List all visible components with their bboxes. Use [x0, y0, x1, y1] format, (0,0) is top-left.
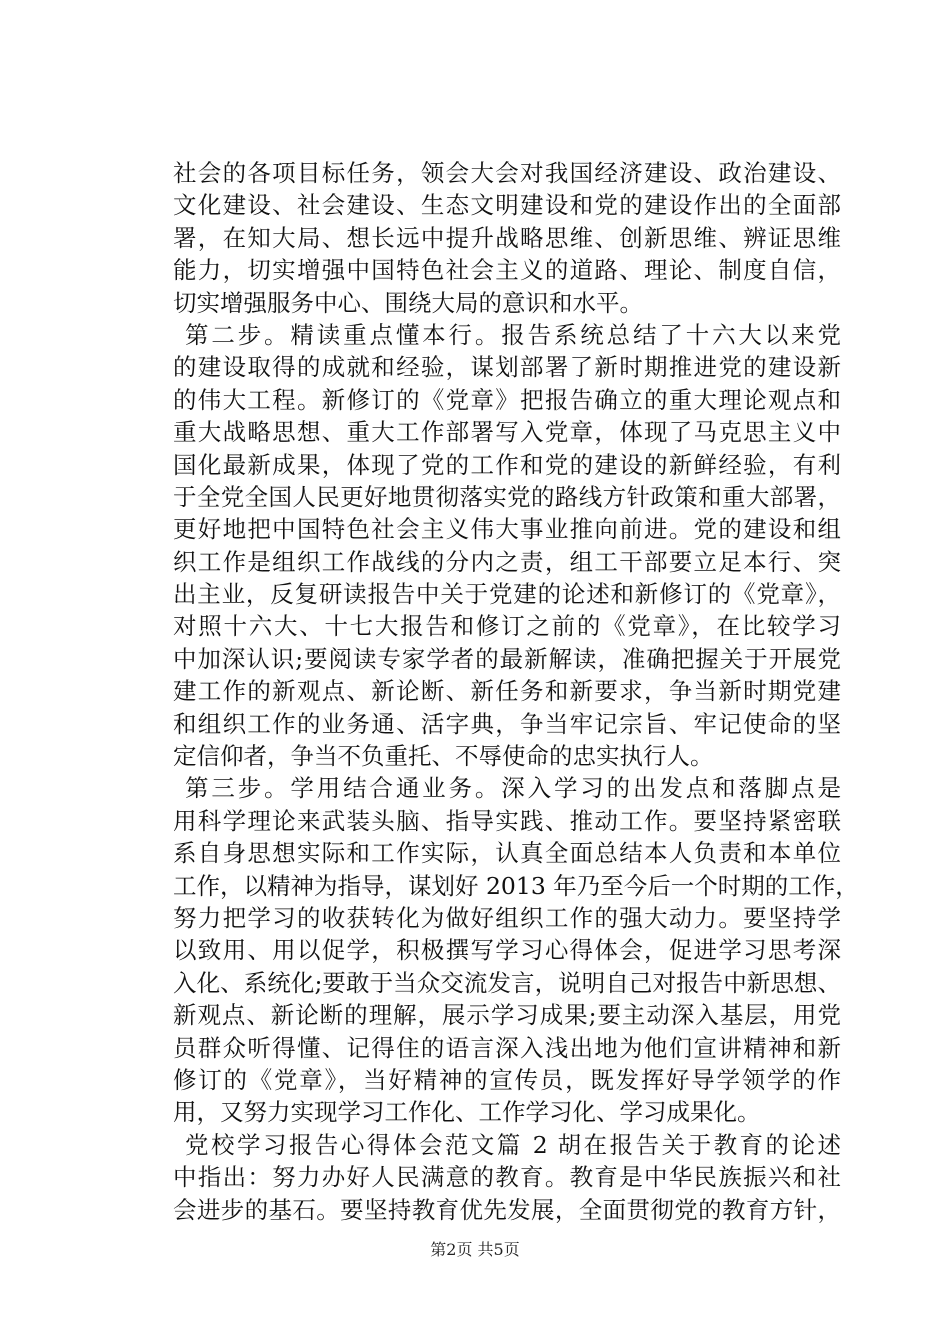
text-line: 社会的各项目标任务，领会大会对我国经济建设、政治建设、	[173, 159, 841, 187]
text-line: 入化、系统化;要敢于当众交流发言，说明自己对报告中新思想、	[173, 968, 841, 997]
text-line: 以致用、用以促学，积极撰写学习心得体会，促进学习思考深	[173, 936, 841, 965]
text-line: 用，又努力实现学习工作化、工作学习化、学习成果化。	[173, 1098, 761, 1127]
text-line: 更好地把中国特色社会主义伟大事业推向前进。党的建设和组	[173, 515, 841, 544]
text-line: 能力，切实增强中国特色社会主义的道路、理论、制度自信，	[173, 256, 841, 285]
text-line: 织工作是组织工作战线的分内之责，组工干部要立足本行、突	[173, 547, 841, 576]
paragraph-start-line: 第三步。学用结合通业务。深入学习的出发点和落脚点是	[185, 774, 841, 803]
text-line: 努力把学习的收获转化为做好组织工作的强大动力。要坚持学	[173, 903, 841, 932]
page-number: 第2页 共5页	[430, 1240, 520, 1259]
body-text	[173, 157, 859, 1226]
text-line: 定信仰者，争当不负重托、不辱使命的忠实执行人。	[173, 742, 714, 771]
text-line: 员群众听得懂、记得住的语言深入浅出地为他们宣讲精神和新	[173, 1033, 841, 1062]
text-line: 新观点、新论断的理解，展示学习成果;要主动深入基层，用党	[173, 1001, 841, 1030]
text-line: 的伟大工程。新修订的《党章》把报告确立的重大理论观点和	[173, 385, 841, 414]
text-line: 国化最新成果，体现了党的工作和党的建设的新鲜经验，有利	[173, 450, 841, 479]
text-line: 和组织工作的业务通、活字典，争当牢记宗旨、牢记使命的坚	[173, 709, 841, 738]
text-line: 署，在知大局、想长远中提升战略思维、创新思维、辨证思维	[173, 223, 841, 252]
text-line: 建工作的新观点、新论断、新任务和新要求，争当新时期党建	[173, 677, 841, 706]
text-line: 的建设取得的成就和经验，谋划部署了新时期推进党的建设新	[173, 353, 841, 382]
text-line: 文化建设、社会建设、生态文明建设和党的建设作出的全面部	[173, 191, 841, 220]
text-line: 中指出：努力办好人民满意的教育。教育是中华民族振兴和社	[173, 1163, 841, 1192]
text-line: 用科学理论来武装头脑、指导实践、推动工作。要坚持紧密联	[173, 806, 841, 835]
paragraph-start-line: 第二步。精读重点懂本行。报告系统总结了十六大以来党	[185, 320, 841, 349]
text-line: 会进步的基石。要坚持教育优先发展，全面贯彻党的教育方针，	[173, 1195, 841, 1224]
text-line: 系自身思想实际和工作实际，认真全面总结本人负责和本单位	[173, 839, 841, 868]
text-line: 切实增强服务中心、围绕大局的意识和水平。	[173, 288, 643, 317]
text-line: 重大战略思想、重大工作部署写入党章，体现了马克思主义中	[173, 418, 841, 447]
text-line: 出主业，反复研读报告中关于党建的论述和新修订的《党章》，	[173, 580, 841, 609]
text-line: 修订的《党章》，当好精神的宣传员，既发挥好导学领学的作	[173, 1065, 841, 1094]
text-line: 中加深认识;要阅读专家学者的最新解读，准确把握关于开展党	[173, 644, 841, 673]
text-line: 对照十六大、十七大报告和修订之前的《党章》，在比较学习	[173, 612, 841, 641]
text-line: 于全党全国人民更好地贯彻落实党的路线方针政策和重大部署，	[173, 482, 841, 511]
text-line: 工作，以精神为指导，谋划好 2013 年乃至今后一个时期的工作，	[173, 871, 859, 900]
paragraph-start-line: 党校学习报告心得体会范文篇 2 胡在报告关于教育的论述	[185, 1130, 841, 1159]
